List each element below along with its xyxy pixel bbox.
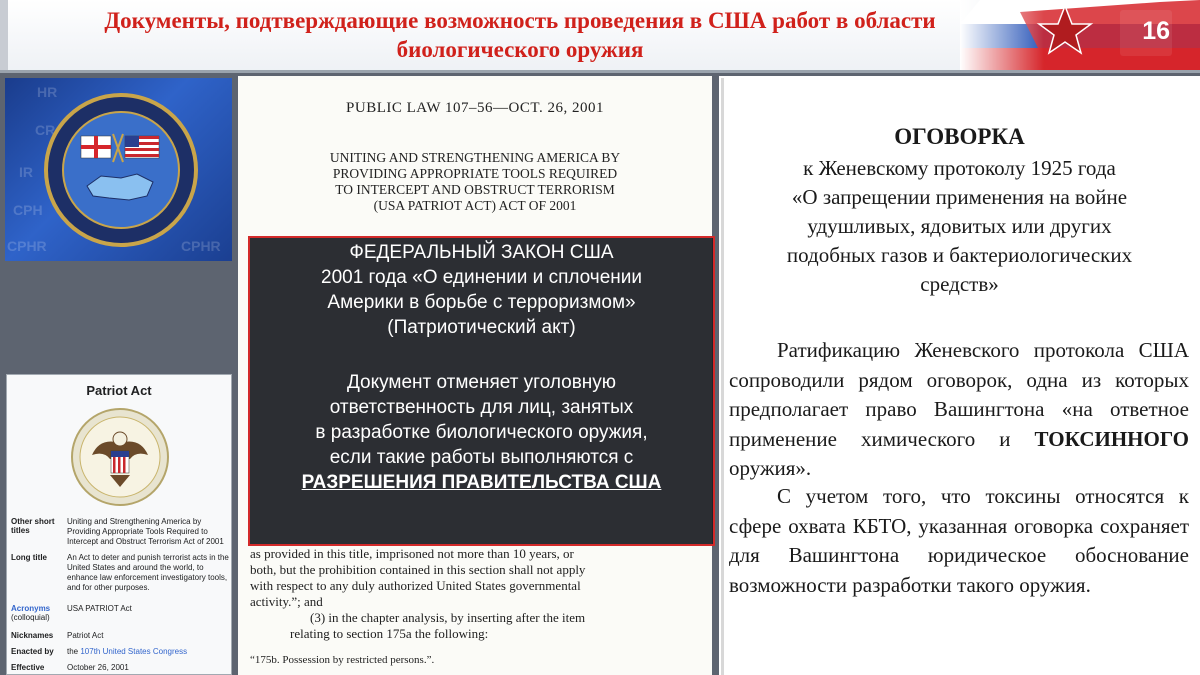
summary-line: Документ отменяет уголовную xyxy=(346,372,617,393)
subtitle-line: к Женевскому протоколу 1925 года xyxy=(803,156,1116,180)
patriot-act-summary-box xyxy=(248,236,715,546)
infobox-value-prefix: the xyxy=(67,647,81,656)
toxins-paragraph: С учетом того, что токсины относятся к сфере охвата КБТО, указанная оговорка сохраняет для Вашингтона юридическое обоснование возможности разработки такого оружия. xyxy=(729,484,1189,597)
subtitle-line: удушливых, ядовитых или других xyxy=(807,214,1112,238)
law-body-line: relating to section 175a the following: xyxy=(290,626,489,641)
header-divider xyxy=(0,70,1200,73)
law-body-line: both, but the prohibition contained in this section shall not apply xyxy=(250,562,586,577)
law-title-line: (USA PATRIOT ACT) ACT OF 2001 xyxy=(373,198,577,213)
slide-header xyxy=(0,0,1200,72)
lugar-center-seal-icon xyxy=(5,78,232,261)
ratification-paragraph xyxy=(729,336,1189,484)
summary-line: Америки в борьбе с терроризмом» xyxy=(327,292,636,313)
para1-tail: оружия». xyxy=(729,456,812,480)
infobox-value: USA PATRIOT Act xyxy=(67,604,132,613)
law-body-text xyxy=(250,546,705,668)
law-body-line: “175b. Possession by restricted persons.”. xyxy=(250,654,435,666)
logo-bg-text: CPHR xyxy=(7,238,47,254)
infobox-key: Long title xyxy=(11,553,47,562)
para1-text: Ратификацию Женевского протокола США сопроводили рядом оговорок, одна из которых предполагает право Вашингтона «на ответное применение химического и xyxy=(729,338,1189,451)
subtitle-line: «О запрещении применения на войне xyxy=(791,185,1128,209)
para1-emphasis: ТОКСИННОГО xyxy=(1034,426,1189,451)
law-body-line: activity.”; and xyxy=(250,594,323,609)
infobox-value: October 26, 2001 xyxy=(67,663,129,672)
summary-line: (Патриотический акт) xyxy=(387,317,576,338)
law-body-line: with respect to any duly authorized United States governmental xyxy=(250,578,581,593)
slide-number: 16 xyxy=(1142,17,1170,45)
lugar-center-logo-panel xyxy=(5,78,232,261)
law-title xyxy=(238,150,712,214)
law-header: PUBLIC LAW 107–56—OCT. 26, 2001 xyxy=(346,100,604,116)
law-title-line: PROVIDING APPROPRIATE TOOLS REQUIRED xyxy=(332,166,618,181)
logo-bg-text: CR xyxy=(35,122,56,138)
great-seal-icon xyxy=(70,407,170,507)
reservation-title: ОГОВОРКА xyxy=(894,124,1025,149)
summary-line: если такие работы выполняются с xyxy=(329,447,634,468)
logo-bg-text: HR xyxy=(37,84,58,100)
subtitle-line: средств» xyxy=(920,272,999,296)
infobox-value: Uniting and Strengthening America by Providing Appropriate Tools Required to Intercept and Obstruct Terrorism Act of 2001 xyxy=(67,517,224,546)
law-body-line: as provided in this title, imprisoned not more than 10 years, or xyxy=(250,546,574,561)
infobox-key: Enacted by xyxy=(11,647,54,656)
slide-title xyxy=(20,6,1020,64)
law-title-line: TO INTERCEPT AND OBSTRUCT TERRORISM xyxy=(335,182,615,197)
slide-title-line2: биологического оружия xyxy=(396,37,644,62)
infobox-value: An Act to deter and punish terrorist acts in the United States and around the world, to enhance law enforcement investigatory tools, and for other purposes. xyxy=(67,553,229,592)
panel-divider xyxy=(721,78,724,675)
header-stripe xyxy=(0,0,8,72)
summary-line: 2001 года «О единении и сплочении xyxy=(321,267,642,288)
logo-bg-text: IR xyxy=(19,164,33,180)
infobox-value: Patriot Act xyxy=(67,631,104,640)
summary-line: ответственность для лиц, занятых xyxy=(329,397,634,418)
subtitle-line: подобных газов и бактериологических xyxy=(786,243,1133,267)
law-body-line: (3) in the chapter analysis, by inserting after the item xyxy=(310,610,586,625)
reservation-subtitle xyxy=(739,154,1180,299)
law-title-line: UNITING AND STRENGTHENING AMERICA BY xyxy=(329,150,621,165)
congress-link[interactable]: 107th United States Congress xyxy=(80,647,188,656)
infobox-key: Effective xyxy=(11,663,45,672)
logo-bg-text: CPHR xyxy=(181,238,221,254)
summary-emphasis: РАЗРЕШЕНИЯ ПРАВИТЕЛЬСТВА США xyxy=(301,472,662,493)
infobox-key: Nicknames xyxy=(11,631,54,640)
acronyms-link[interactable]: Acronyms xyxy=(11,604,51,613)
summary-line: в разработке биологического оружия, xyxy=(315,422,648,443)
slide-title-line1: Документы, подтверждающие возможность проведения в США работ в области xyxy=(104,8,936,33)
reservation-panel xyxy=(719,76,1200,675)
logo-bg-text: CPH xyxy=(13,202,43,218)
flag-star-emblem xyxy=(960,0,1200,72)
summary-line: ФЕДЕРАЛЬНЫЙ ЗАКОН США xyxy=(349,242,614,263)
infobox-title: Patriot Act xyxy=(86,383,152,398)
infobox-key-note: (colloquial) xyxy=(11,613,50,622)
wikipedia-infobox xyxy=(6,374,232,675)
infobox-key: Other short titles xyxy=(11,517,55,535)
